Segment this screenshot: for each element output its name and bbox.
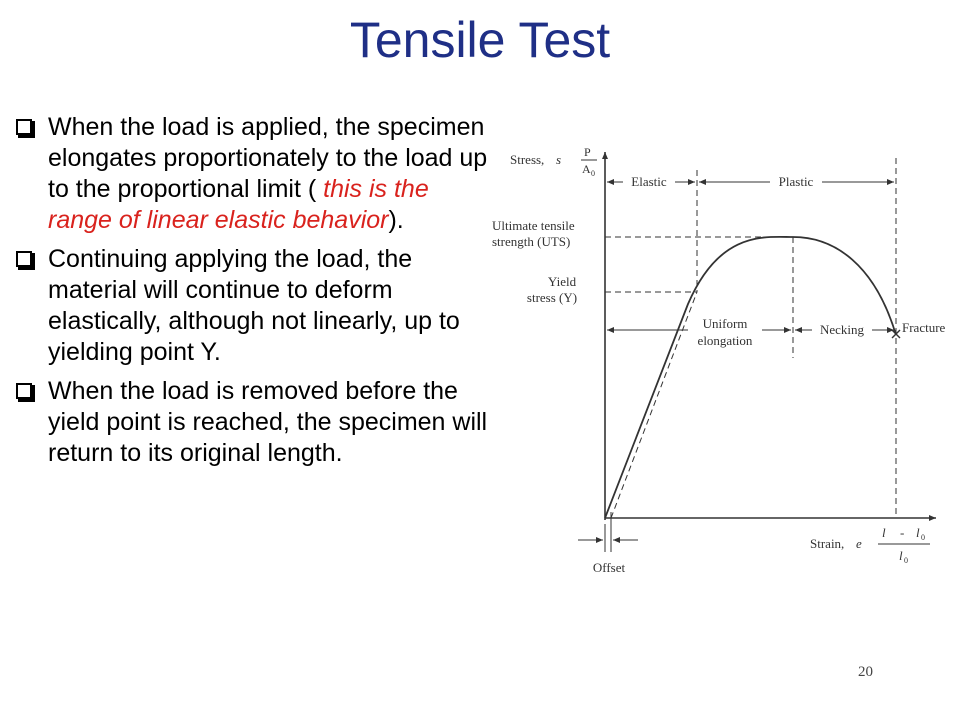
strain-frac-l0-sub: 0 [921, 533, 925, 542]
stress-frac-den: A [582, 162, 591, 176]
bullet-item-2 [12, 244, 490, 368]
stress-frac-num: P [584, 145, 591, 159]
checkbox-bullet-icon [16, 383, 32, 399]
bullet-item-1 [12, 112, 490, 236]
stress-frac-sub: 0 [591, 169, 595, 178]
elastic-label: Elastic [631, 174, 667, 189]
uniform-label-line2: elongation [697, 333, 753, 348]
bullet-1-text: When the load is applied, the specimen elongates proportionately to the load up to the proportional limit ( [48, 113, 488, 203]
bullet-1-end: ). [388, 206, 404, 234]
bullet-1-highlight: this is the range of linear elastic behavior [48, 175, 429, 234]
uniform-label-line1: Uniform [702, 316, 748, 331]
strain-frac-l0: l [916, 525, 920, 540]
necking-label: Necking [819, 322, 865, 337]
uts-label-line2: strength (UTS) [492, 234, 571, 249]
strain-symbol: e [856, 536, 862, 551]
stress-strain-diagram [490, 140, 960, 580]
yield-label-line1: Yield [547, 274, 577, 289]
bullet-item-3 [12, 376, 490, 469]
strain-frac-den-sub: 0 [904, 556, 908, 565]
slide-title: Tensile Test [349, 12, 611, 68]
bullet-3-text: When the load is removed before the yield point is reached, the specimen will return to its original length. [48, 377, 488, 467]
strain-frac-l: l [882, 525, 886, 540]
strain-axis-label: Strain, [810, 536, 845, 551]
yield-label-line2: stress (Y) [526, 290, 578, 305]
uts-label-line1: Ultimate tensile [492, 218, 575, 233]
bullet-list [12, 112, 490, 477]
offset-dashed-line [611, 292, 697, 518]
offset-label: Offset [592, 560, 626, 575]
checkbox-bullet-icon [16, 251, 32, 267]
stress-strain-curve [605, 237, 896, 518]
bullet-2-text: Continuing applying the load, the material will continue to deform elastically, although not linearly, up to yielding point Y. [48, 245, 460, 366]
checkbox-bullet-icon [16, 119, 32, 135]
stress-symbol: s [556, 152, 562, 167]
fracture-label: Fracture [902, 320, 946, 335]
strain-frac-minus: - [900, 525, 905, 540]
plastic-label: Plastic [778, 174, 814, 189]
strain-frac-den: l [899, 548, 903, 563]
stress-axis-label: Stress, [510, 152, 545, 167]
slide-number: 20 [858, 664, 873, 680]
